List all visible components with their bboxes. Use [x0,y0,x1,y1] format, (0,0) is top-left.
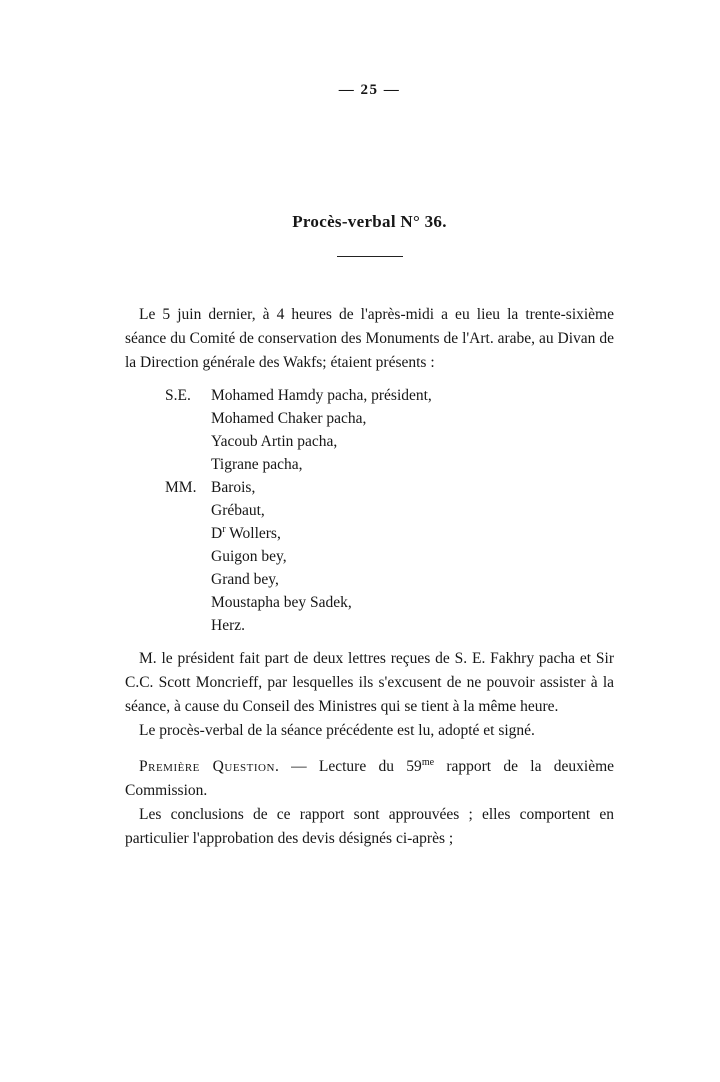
list-item [165,522,614,545]
attendee-name: Mohamed Chaker pacha, [211,410,367,427]
attendee-name: Barois, [211,479,256,496]
attendee-name [211,522,614,545]
question-text: rapport de la deuxième Commission. [125,758,615,799]
minutes-paragraph: Le procès-verbal de la séance précédente est lu, adopté et signé. [139,722,535,739]
question-paragraph [125,755,614,803]
attendee-label [165,407,211,430]
conclusions-paragraph: Les conclusions de ce rapport sont approuvées ; elles comportent en particulier l'approbation des devis désignés ci-après ; [125,806,614,847]
list-item [165,384,614,407]
attendee-label [165,568,211,591]
attendee-name: Herz. [211,617,245,634]
superscript-ordinal: me [421,756,435,768]
list-item [165,430,614,453]
attendee-label [165,591,211,614]
attendee-label [165,614,211,637]
question-heading: Première Question [139,758,275,775]
attendee-name-part: Wollers, [225,525,281,542]
question-text: . — Lecture du 59 [274,758,422,775]
list-item [165,499,614,522]
list-item [165,476,614,499]
title-divider [337,256,403,257]
list-item [165,614,614,637]
superscript-abbreviation: r [222,523,226,535]
attendee-name: Grand bey, [211,571,279,588]
list-item [165,453,614,476]
list-item [165,545,614,568]
list-item [165,591,614,614]
attendee-name: Tigrane pacha, [211,456,303,473]
attendee-name: Mohamed Hamdy pacha, président, [211,387,432,404]
attendee-label [165,545,211,568]
attendee-label [165,522,211,545]
attendee-label [165,430,211,453]
intro-paragraph: Le 5 juin dernier, à 4 heures de l'après-midi a eu lieu la trente-sixième séance du Comité de conservation des Monuments de l'Art. arabe, au Divan de la Direction générale des Wakfs; étaient présents : [125,306,614,371]
attendee-label: S.E. [165,387,191,404]
attendee-label: MM. [165,479,197,496]
attendee-name-part: D [211,525,223,542]
document-title: Procès-verbal N° 36. [292,212,447,231]
letters-paragraph: M. le président fait part de deux lettres reçues de S. E. Fakhry pacha et Sir C.C. Scott Moncrieff, par lesquelles ils s'excusent de ne pouvoir assister à la séance, à cause du Conseil des Ministres qui se tient à la même heure. [125,650,614,715]
list-item [165,568,614,591]
attendee-name: Yacoub Artin pacha, [211,433,338,450]
list-item [165,407,614,430]
attendee-name: Moustapha bey Sadek, [211,594,352,611]
attendee-name: Grébaut, [211,502,265,519]
attendees-list [165,384,614,637]
attendee-label [165,453,211,476]
page-number: — 25 — [338,82,401,98]
attendee-label [165,499,211,522]
attendee-name: Guigon bey, [211,548,287,565]
